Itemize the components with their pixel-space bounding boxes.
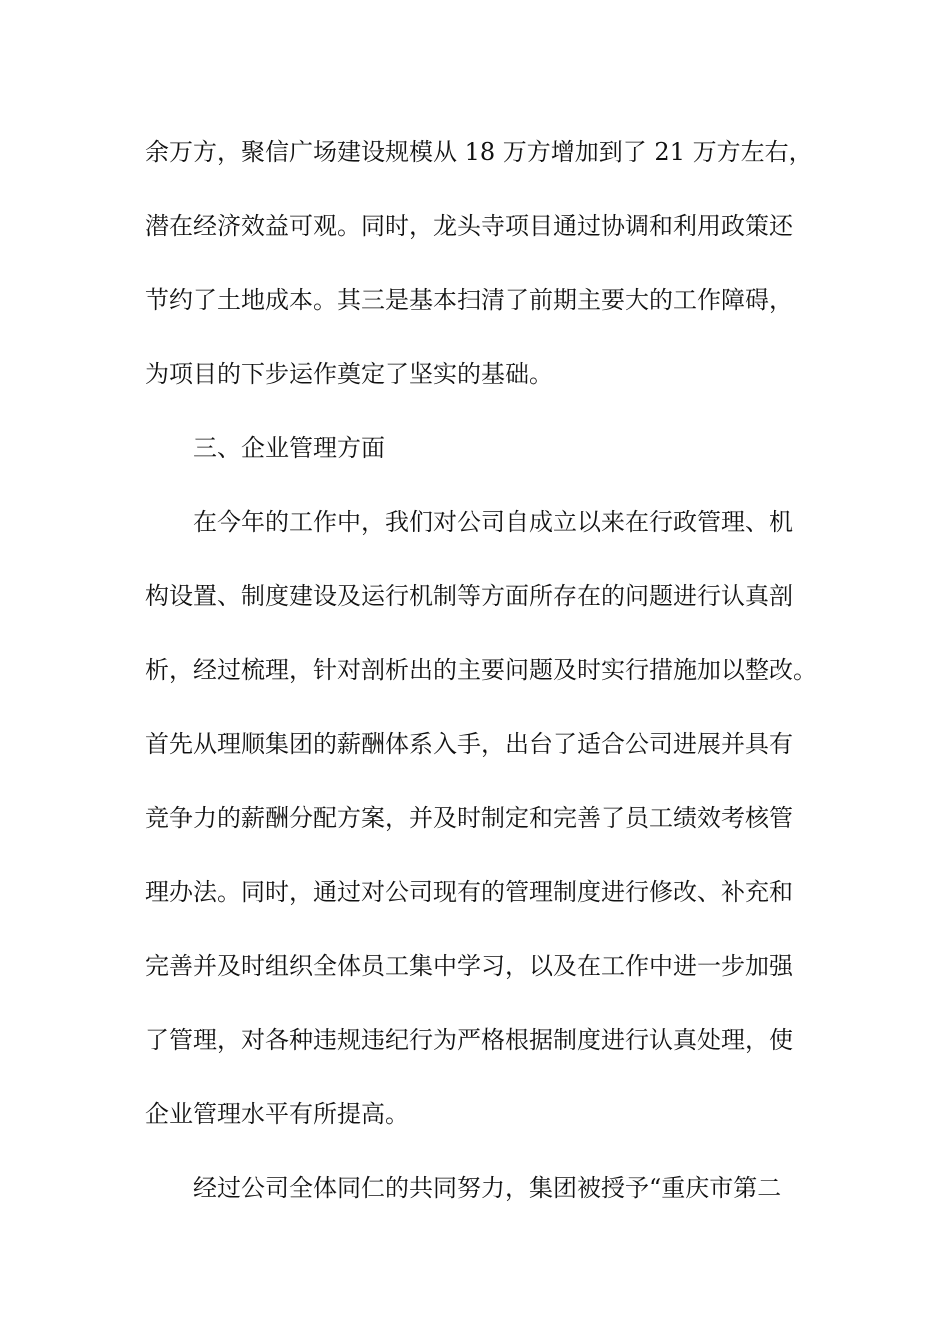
- body-text-line: 完善并及时组织全体员工集中学习，以及在工作中进一步加强: [145, 952, 793, 980]
- body-text-line: 余万方，聚信广场建设规模从 18 万方增加到了 21 万方左右，: [145, 138, 813, 166]
- body-text-line: 为项目的下步运作奠定了坚实的基础。: [145, 360, 553, 388]
- body-text-line: 首先从理顺集团的薪酬体系入手，出台了适合公司进展并具有: [145, 730, 793, 758]
- body-text-line: 竞争力的薪酬分配方案，并及时制定和完善了员工绩效考核管: [145, 804, 793, 832]
- paragraph-first-line: 在今年的工作中，我们对公司自成立以来在行政管理、机: [193, 508, 793, 536]
- paragraph-first-line: 经过公司全体同仁的共同努力，集团被授予“重庆市第二: [193, 1174, 782, 1202]
- body-text-line: 析，经过梳理，针对剖析出的主要问题及时实行措施加以整改。: [145, 656, 817, 684]
- section-heading: 三、企业管理方面: [193, 434, 385, 462]
- body-text-line: 了管理，对各种违规违纪行为严格根据制度进行认真处理，使: [145, 1026, 793, 1054]
- body-text-line: 企业管理水平有所提高。: [145, 1100, 409, 1128]
- body-text-line: 构设置、制度建设及运行机制等方面所存在的问题进行认真剖: [145, 582, 793, 610]
- body-text-line: 潜在经济效益可观。同时，龙头寺项目通过协调和利用政策还: [145, 212, 793, 240]
- body-text-line: 节约了土地成本。其三是基本扫清了前期主要大的工作障碍，: [145, 286, 793, 314]
- body-text-line: 理办法。同时，通过对公司现有的管理制度进行修改、补充和: [145, 878, 793, 906]
